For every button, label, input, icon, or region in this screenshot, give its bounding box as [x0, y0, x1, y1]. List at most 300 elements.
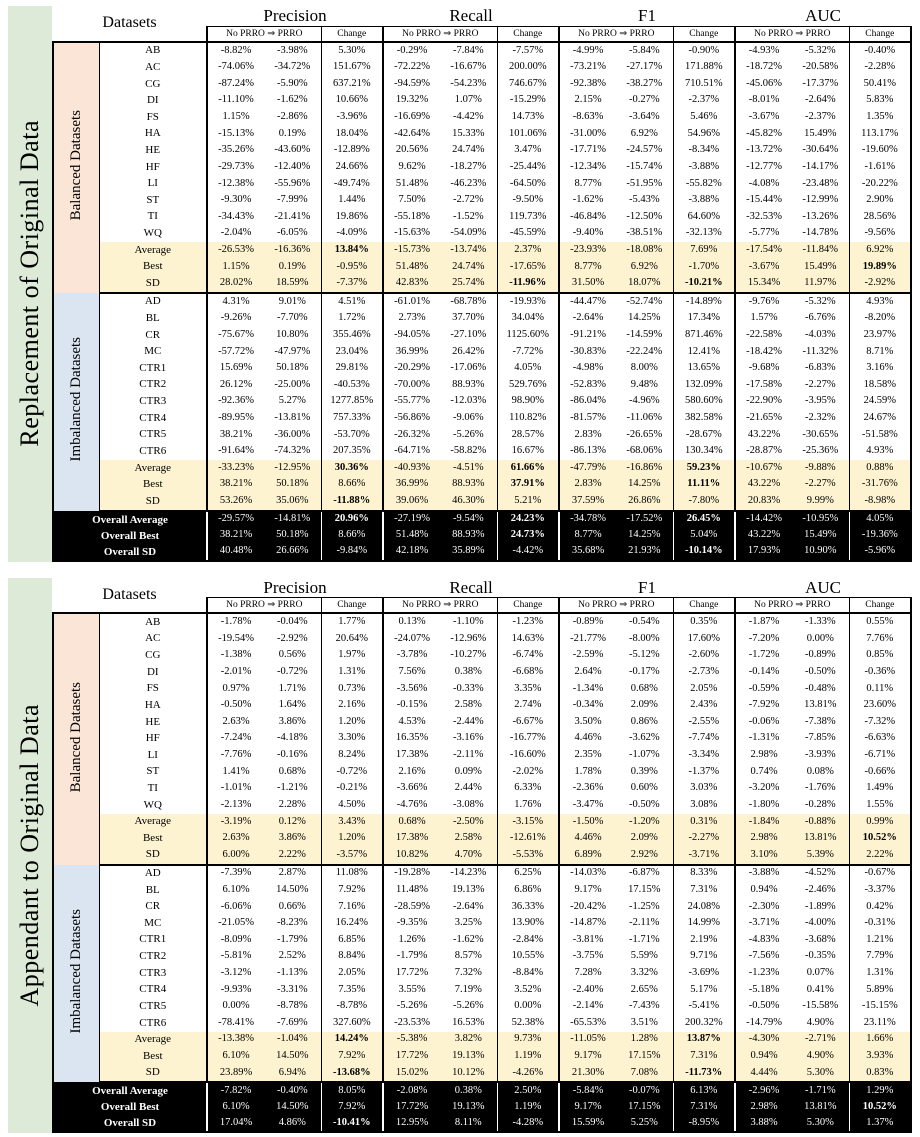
metric-value-cell: 2.98% [735, 830, 792, 847]
metric-value-cell: -0.50% [735, 998, 792, 1015]
metric-value-cell: -8.23% [276, 917, 308, 929]
change-value-cell: 3.30% [321, 731, 383, 748]
metric-value-cell: -34.43% [207, 209, 264, 226]
change-value-cell: 5.30% [321, 42, 383, 60]
change-value-cell: -3.96% [321, 109, 383, 126]
metric-value-cell: -0.40% [264, 1082, 321, 1099]
change-value-cell: 11.08% [321, 865, 383, 883]
metric-value-cell: -52.83% [559, 377, 616, 394]
metric-value-cell: -3.93% [804, 749, 836, 761]
metric-value-cell: -64.71% [383, 443, 440, 460]
metric-value-cell: -1.79% [383, 949, 440, 966]
metric-value-cell: 0.19% [264, 259, 321, 276]
change-value-cell: -0.36% [849, 664, 911, 681]
change-subheader: Change [497, 598, 559, 614]
metric-value-cell: -7.24% [207, 731, 264, 748]
table-row [53, 764, 911, 781]
metric-value-cell: -25.00% [274, 378, 311, 390]
metric-value-cell: 3.50% [559, 714, 616, 731]
change-value-cell: -3.88% [673, 192, 735, 209]
metric-value-cell: 1.26% [383, 932, 440, 949]
metric-value-cell: -9.54% [440, 511, 497, 528]
metric-value-cell: -2.30% [735, 899, 792, 916]
metric-value-cell: -0.88% [792, 814, 849, 831]
metric-value-cell: 15.49% [804, 127, 837, 139]
metric-value-cell: -52.74% [626, 295, 663, 307]
metric-value-cell: -10.67% [735, 460, 792, 477]
change-value-cell: 5.89% [849, 982, 911, 999]
change-value-cell: 207.35% [321, 443, 383, 460]
dataset-name-cell: CTR4 [99, 982, 207, 999]
dataset-name-cell: FS [99, 681, 207, 698]
change-value-cell: -32.13% [673, 226, 735, 243]
change-value-cell: 355.46% [321, 327, 383, 344]
table-row [53, 681, 911, 698]
metric-value-cell: 8.11% [440, 1115, 497, 1132]
metric-value-cell: 3.86% [278, 715, 306, 727]
metric-value-cell: -1.78% [207, 613, 264, 631]
metric-value-cell: -2.08% [383, 1082, 440, 1099]
table-row [53, 915, 911, 932]
metric-value-cell: -3.19% [207, 814, 264, 831]
change-value-cell: 7.76% [849, 631, 911, 648]
metric-value-cell: 15.34% [735, 275, 792, 293]
change-value-cell: -49.74% [321, 176, 383, 193]
change-value-cell: -12.89% [321, 142, 383, 159]
metric-value-cell: 17.04% [207, 1115, 264, 1132]
metric-value-cell: 36.99% [383, 477, 440, 494]
metric-value-cell: -87.24% [207, 76, 264, 93]
metric-value-cell: -0.16% [276, 749, 308, 761]
table-row [53, 427, 911, 444]
dataset-name-cell: SD [99, 1065, 207, 1083]
metric-value-cell: 12.95% [383, 1115, 440, 1132]
metric-value-cell: -0.33% [452, 682, 484, 694]
change-value-cell: 1.35% [849, 109, 911, 126]
change-value-cell: 7.79% [849, 949, 911, 966]
change-value-cell: 2.74% [497, 697, 559, 714]
metric-value-cell: -5.26% [452, 1000, 484, 1012]
overall-row-label: Overall Average [53, 511, 207, 528]
group-label-text: Imbalanced Datasets [67, 908, 84, 1034]
metric-value-cell: -3.68% [804, 933, 836, 945]
change-value-cell: -10.41% [321, 1115, 383, 1132]
metric-value-cell: -3.66% [383, 780, 440, 797]
metric-value-cell: 31.50% [559, 275, 616, 293]
change-value-cell: 11.11% [673, 477, 735, 494]
change-value-cell: 2.50% [497, 1082, 559, 1099]
metric-value-cell: -14.42% [735, 511, 792, 528]
change-value-cell: -16.60% [497, 747, 559, 764]
metric-value-cell: -12.99% [802, 194, 839, 206]
dataset-name-cell: Best [99, 1048, 207, 1065]
change-value-cell: 7.69% [673, 242, 735, 259]
change-value-cell: -9.56% [849, 226, 911, 243]
metric-value-cell: -26.53% [207, 242, 264, 259]
metric-value-cell: 4.31% [207, 293, 264, 311]
metric-value-cell: -11.06% [626, 412, 663, 424]
metric-value-cell: -3.12% [207, 965, 264, 982]
metric-header: Precision [263, 577, 327, 597]
metric-value-cell: -13.74% [440, 242, 497, 259]
change-value-cell: -20.22% [849, 176, 911, 193]
metric-value-cell: -0.06% [735, 714, 792, 731]
metric-value-cell: 0.68% [278, 765, 306, 777]
metric-value-cell: 21.93% [616, 544, 673, 561]
change-value-cell: 529.76% [497, 377, 559, 394]
metric-value-cell: -0.27% [628, 94, 660, 106]
change-value-cell: 12.41% [673, 344, 735, 361]
table-row [53, 932, 911, 949]
change-value-cell: 17.34% [673, 311, 735, 328]
metric-value-cell: 15.33% [452, 127, 485, 139]
metric-value-cell: -5.84% [559, 1082, 616, 1099]
change-value-cell: 1.20% [321, 714, 383, 731]
change-value-cell: -2.92% [849, 275, 911, 293]
change-value-cell: 200.32% [673, 1015, 735, 1032]
replacement-results-table [52, 6, 912, 562]
metric-value-cell: 6.10% [207, 1099, 264, 1115]
metric-value-cell: 9.17% [559, 1099, 616, 1115]
dataset-name-cell: Average [99, 460, 207, 477]
dataset-name-cell: HA [99, 126, 207, 143]
change-value-cell: 132.09% [673, 377, 735, 394]
change-value-cell: 7.92% [321, 882, 383, 899]
change-value-cell: -3.71% [673, 847, 735, 865]
group-label-text: Balanced Datasets [67, 110, 84, 221]
table-row [53, 1032, 911, 1049]
metric-value-cell: -7.56% [735, 949, 792, 966]
metric-value-cell: 0.86% [630, 715, 658, 727]
metric-value-cell: -78.41% [207, 1015, 264, 1032]
change-value-cell: -8.20% [849, 311, 911, 328]
metric-value-cell: -89.95% [207, 410, 264, 427]
metric-value-cell: -12.77% [735, 159, 792, 176]
metric-value-cell: 9.99% [792, 493, 849, 511]
metric-value-cell: -0.48% [804, 682, 836, 694]
group-label [53, 865, 99, 1083]
metric-value-cell: -2.27% [792, 477, 849, 494]
metric-value-cell: 4.90% [806, 1016, 834, 1028]
metric-value-cell: -5.32% [804, 295, 836, 307]
change-value-cell: 7.35% [321, 982, 383, 999]
change-value-cell: 14.24% [321, 1032, 383, 1049]
metric-value-cell: 4.70% [440, 847, 497, 865]
change-value-cell: 14.73% [497, 109, 559, 126]
table-row [53, 899, 911, 916]
pair-subheader: No PRRO ⇒ PRRO [383, 598, 497, 614]
metric-value-cell: -45.06% [735, 76, 792, 93]
change-value-cell: 9.71% [673, 949, 735, 966]
metric-value-cell: 3.10% [735, 847, 792, 865]
metric-value-cell: -21.05% [207, 915, 264, 932]
metric-value-cell: -7.38% [804, 715, 836, 727]
metric-value-cell: -1.20% [616, 814, 673, 831]
metric-value-cell: 10.90% [792, 544, 849, 561]
metric-value-cell: 17.15% [616, 1099, 673, 1115]
change-value-cell: 28.57% [497, 427, 559, 444]
change-value-cell: -0.90% [673, 42, 735, 60]
metric-value-cell: 2.98% [735, 1099, 792, 1115]
change-value-cell: -51.58% [849, 427, 911, 444]
metric-value-cell: -0.17% [628, 666, 660, 678]
dataset-name-cell: CR [99, 899, 207, 916]
table-row [53, 865, 911, 883]
metric-value-cell: -42.64% [383, 126, 440, 143]
section-title-appendant-text: Appendant to Original Data [15, 704, 44, 1007]
change-value-cell: 1277.85% [321, 394, 383, 411]
metric-value-cell: -33.23% [207, 460, 264, 477]
metric-header: AUC [805, 6, 841, 25]
change-value-cell: -3.88% [673, 159, 735, 176]
metric-value-cell: 2.16% [383, 764, 440, 781]
metric-value-cell: -12.38% [207, 176, 264, 193]
metric-value-cell: -12.50% [626, 210, 663, 222]
metric-value-cell: -4.93% [735, 42, 792, 60]
metric-value-cell: 9.17% [559, 882, 616, 899]
pair-subheader: No PRRO ⇒ PRRO [383, 26, 497, 42]
metric-value-cell: -12.96% [450, 632, 487, 644]
metric-value-cell: -12.95% [264, 460, 321, 477]
table-row [53, 949, 911, 966]
metric-value-cell: -18.08% [616, 242, 673, 259]
metric-value-cell: 1.07% [454, 94, 482, 106]
change-value-cell: 6.92% [849, 242, 911, 259]
metric-value-cell: -2.50% [440, 814, 497, 831]
metric-value-cell: -46.23% [450, 177, 487, 189]
metric-value-cell: -30.65% [802, 428, 839, 440]
metric-value-cell: -86.04% [559, 394, 616, 411]
metric-value-cell: 51.48% [383, 176, 440, 193]
metric-value-cell: -4.98% [559, 360, 616, 377]
change-value-cell: 2.90% [849, 192, 911, 209]
table-row [53, 176, 911, 193]
metric-value-cell: -3.56% [383, 681, 440, 698]
change-value-cell: -7.37% [321, 275, 383, 293]
metric-value-cell: 3.86% [264, 830, 321, 847]
change-value-cell: -28.67% [673, 427, 735, 444]
metric-value-cell: -5.81% [207, 949, 264, 966]
metric-value-cell: -1.62% [276, 94, 308, 106]
metric-value-cell: -1.38% [207, 648, 264, 665]
metric-value-cell: 2.83% [559, 477, 616, 494]
metric-value-cell: 2.63% [207, 714, 264, 731]
change-value-cell: 28.56% [849, 209, 911, 226]
table-row [53, 460, 911, 477]
change-value-cell: 10.52% [849, 830, 911, 847]
metric-value-cell: -5.84% [628, 44, 660, 56]
metric-value-cell: 16.53% [452, 1016, 485, 1028]
metric-value-cell: 10.82% [383, 847, 440, 865]
metric-value-cell: -0.04% [276, 616, 308, 628]
change-value-cell: -53.70% [321, 427, 383, 444]
metric-value-cell: -0.29% [383, 42, 440, 60]
change-value-cell: 3.93% [849, 1048, 911, 1065]
dataset-name-cell: AD [99, 293, 207, 311]
metric-value-cell: -58.82% [450, 445, 487, 457]
change-value-cell: -12.61% [497, 830, 559, 847]
metric-value-cell: 11.97% [792, 275, 849, 293]
metric-value-cell: -30.83% [559, 344, 616, 361]
change-value-cell: -4.28% [497, 1115, 559, 1132]
metric-value-cell: -17.58% [735, 377, 792, 394]
change-value-cell: 8.05% [321, 1082, 383, 1099]
change-value-cell: 98.90% [497, 394, 559, 411]
metric-value-cell: 6.92% [630, 127, 658, 139]
metric-value-cell: -7.99% [276, 194, 308, 206]
metric-value-cell: -55.77% [383, 394, 440, 411]
change-value-cell: 4.51% [321, 293, 383, 311]
change-value-cell: 1.19% [497, 1048, 559, 1065]
change-value-cell: -2.02% [497, 764, 559, 781]
metric-value-cell: 51.48% [383, 528, 440, 544]
metric-value-cell: 19.13% [440, 1099, 497, 1115]
metric-value-cell: -1.07% [628, 749, 660, 761]
metric-header: Recall [449, 577, 493, 597]
metric-value-cell: -1.71% [792, 1082, 849, 1099]
change-value-cell: -8.84% [497, 965, 559, 982]
metric-value-cell: -1.71% [628, 933, 660, 945]
metric-value-cell: -28.59% [383, 899, 440, 916]
change-value-cell: 0.55% [849, 613, 911, 631]
metric-value-cell: -3.16% [452, 732, 484, 744]
change-value-cell: 4.50% [321, 797, 383, 814]
change-value-cell: -11.73% [673, 1065, 735, 1083]
change-value-cell: 8.84% [321, 949, 383, 966]
metric-value-cell: -3.95% [804, 395, 836, 407]
metric-value-cell: 19.13% [452, 883, 485, 895]
metric-value-cell: -3.47% [559, 797, 616, 814]
change-value-cell: -2.27% [673, 830, 735, 847]
table-row [53, 664, 911, 681]
metric-value-cell: 7.08% [616, 1065, 673, 1083]
dataset-name-cell: HE [99, 714, 207, 731]
metric-value-cell: 0.66% [278, 900, 306, 912]
change-value-cell: 6.25% [497, 865, 559, 883]
overall-row [53, 544, 911, 561]
metric-value-cell: -0.59% [735, 681, 792, 698]
dataset-name-cell: HF [99, 731, 207, 748]
metric-value-cell: -36.00% [274, 428, 311, 440]
metric-value-cell: -3.78% [383, 648, 440, 665]
metric-value-cell: 17.72% [383, 1048, 440, 1065]
metric-value-cell: 5.30% [792, 1115, 849, 1132]
metric-value-cell: -45.82% [735, 126, 792, 143]
change-value-cell: 10.52% [849, 1099, 911, 1115]
change-value-cell: 10.55% [497, 949, 559, 966]
metric-value-cell: 0.94% [735, 1048, 792, 1065]
metric-value-cell: -9.30% [207, 192, 264, 209]
change-value-cell: 10.66% [321, 93, 383, 110]
metric-value-cell: -1.21% [276, 782, 308, 794]
metric-value-cell: -23.48% [802, 177, 839, 189]
dataset-name-cell: HE [99, 142, 207, 159]
metric-value-cell: 4.53% [383, 714, 440, 731]
change-value-cell: -45.59% [497, 226, 559, 243]
change-value-cell: 3.08% [673, 797, 735, 814]
dataset-name-cell: SD [99, 493, 207, 511]
metric-value-cell: 15.49% [792, 259, 849, 276]
change-value-cell: 3.03% [673, 780, 735, 797]
metric-value-cell: 1.78% [559, 764, 616, 781]
metric-value-cell: -10.27% [450, 649, 487, 661]
metric-value-cell: 10.80% [276, 329, 309, 340]
metric-value-cell: -20.58% [802, 61, 839, 73]
metric-value-cell: -6.83% [804, 362, 836, 374]
metric-value-cell: 6.94% [264, 1065, 321, 1083]
change-value-cell: 9.73% [497, 1032, 559, 1049]
dataset-name-cell: BL [99, 311, 207, 328]
change-value-cell: 7.16% [321, 899, 383, 916]
table-row [53, 648, 911, 665]
metric-value-cell: -74.32% [274, 445, 311, 457]
metric-value-cell: 0.56% [278, 649, 306, 661]
overall-row-label: Overall Average [53, 1082, 207, 1099]
change-value-cell: 4.05% [849, 511, 911, 528]
metric-value-cell: -65.53% [559, 1015, 616, 1032]
metric-value-cell: 88.93% [440, 477, 497, 494]
metric-value-cell: -1.62% [559, 192, 616, 209]
metric-value-cell: -7.69% [276, 1016, 308, 1028]
metric-value-cell: -12.03% [450, 395, 487, 407]
table-row [53, 814, 911, 831]
metric-value-cell: 19.32% [383, 93, 440, 110]
metric-value-cell: -2.37% [804, 111, 836, 123]
table-row [53, 780, 911, 797]
dataset-name-cell: Average [99, 1032, 207, 1049]
metric-value-cell: 6.89% [559, 847, 616, 865]
overall-row [53, 1115, 911, 1132]
metric-value-cell: -7.82% [207, 1082, 264, 1099]
metric-value-cell: -1.33% [804, 616, 836, 628]
dataset-name-cell: CTR3 [99, 394, 207, 411]
metric-value-cell: 50.18% [264, 528, 321, 544]
dataset-name-cell: BL [99, 882, 207, 899]
table-row [53, 1065, 911, 1083]
table-row [53, 159, 911, 176]
pair-subheader: No PRRO ⇒ PRRO [207, 26, 321, 42]
change-value-cell: 151.67% [321, 59, 383, 76]
change-value-cell: -2.55% [673, 714, 735, 731]
metric-value-cell: 10.12% [440, 1065, 497, 1083]
metric-value-cell: -55.96% [274, 177, 311, 189]
change-value-cell: -6.63% [849, 731, 911, 748]
metric-value-cell: -55.18% [383, 209, 440, 226]
metric-value-cell: -0.34% [559, 697, 616, 714]
metric-value-cell: -3.81% [559, 932, 616, 949]
metric-value-cell: 0.68% [383, 814, 440, 831]
metric-value-cell: -2.40% [559, 982, 616, 999]
metric-value-cell: -91.64% [207, 443, 264, 460]
table-row [53, 830, 911, 847]
change-value-cell: -4.42% [497, 544, 559, 561]
change-subheader: Change [321, 598, 383, 614]
metric-value-cell: 25.74% [440, 275, 497, 293]
change-value-cell: 2.16% [321, 697, 383, 714]
metric-value-cell: -2.71% [792, 1032, 849, 1049]
change-value-cell: 34.04% [497, 311, 559, 328]
change-value-cell: 61.66% [497, 460, 559, 477]
metric-value-cell: -1.76% [804, 782, 836, 794]
change-value-cell: -14.89% [673, 293, 735, 311]
metric-value-cell: 37.59% [559, 493, 616, 511]
table-row [53, 1015, 911, 1032]
metric-header: F1 [638, 6, 657, 25]
change-value-cell: 20.64% [321, 631, 383, 648]
change-value-cell: 7.31% [673, 882, 735, 899]
metric-value-cell: 0.39% [630, 765, 658, 777]
table-row [53, 747, 911, 764]
